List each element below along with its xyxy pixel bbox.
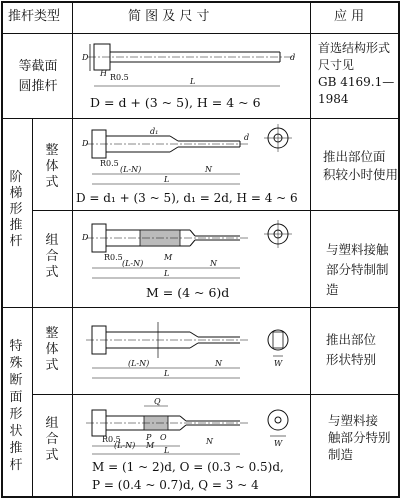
- header-diagram: 简 图 及 尺 寸: [128, 9, 210, 24]
- label-L: L: [164, 175, 170, 184]
- label-D: D: [82, 53, 89, 62]
- label-LN: (L-N): [114, 441, 136, 450]
- label-d1: d₁: [150, 127, 159, 136]
- row-sep-4: [32, 394, 399, 395]
- label-d: d: [290, 53, 296, 62]
- application-row3: 与塑料接触 部分特制制造: [326, 242, 389, 297]
- label-L: L: [164, 446, 170, 455]
- diagram-equal-pusher: [80, 36, 310, 96]
- sub-sep-a: [32, 118, 33, 307]
- header-type: 推杆类型: [8, 9, 61, 24]
- col-sep-1: [72, 1, 73, 497]
- label-R: R0.5: [110, 73, 129, 82]
- label-N: N: [205, 165, 212, 174]
- label-L: L: [190, 77, 196, 86]
- type-label-equal: 等截面 圆推杆: [18, 59, 58, 94]
- group-stepped: 阶 梯 形 推 杆: [9, 170, 23, 249]
- sub-sep-b: [32, 307, 33, 497]
- label-O: O: [160, 433, 167, 442]
- application-row1: 首选结构形式 尺寸见 GB 4169.1— 1984: [318, 41, 395, 106]
- sub-combined-1: 组 合 式: [45, 233, 59, 280]
- label-LN: (L-N): [120, 165, 142, 174]
- label-LN: (L-N): [128, 359, 150, 368]
- row-sep-2: [32, 210, 399, 211]
- label-M: M: [146, 441, 155, 450]
- label-R: R0.5: [100, 159, 119, 168]
- sub-integral-2: 整 体 式: [45, 326, 59, 373]
- row-sep-header: [1, 33, 399, 34]
- sub-integral-1: 整 体 式: [45, 143, 59, 190]
- diagram-stepped-combined: [80, 214, 310, 284]
- label-R: R0.5: [104, 253, 123, 262]
- diagram-special-combined: [80, 396, 310, 458]
- diagram-stepped-integral: [80, 122, 310, 190]
- label-N: N: [206, 437, 213, 446]
- border-left: [1, 1, 3, 498]
- diagram-special-integral: [80, 312, 310, 390]
- label-P: P: [146, 433, 152, 442]
- label-N: N: [215, 359, 222, 368]
- row-sep-3: [1, 307, 399, 308]
- label-W: W: [274, 439, 283, 448]
- row-sep-1: [1, 118, 399, 119]
- formula-row1: D = d + (3 ~ 5), H = 4 ~ 6: [90, 95, 261, 110]
- formula-row3: M = (4 ~ 6)d: [146, 285, 230, 300]
- label-R: R0.5: [102, 435, 121, 444]
- label-D: D: [82, 139, 89, 148]
- border-bottom: [1, 496, 399, 498]
- label-Q: Q: [154, 397, 161, 406]
- label-W: W: [274, 359, 283, 368]
- group-special: 特 殊 断 面 形 状 推 杆: [9, 339, 23, 473]
- label-H: H: [100, 69, 107, 78]
- sub-combined-2: 组 合 式: [45, 416, 59, 463]
- application-row5: 与塑料接 触部分特别 制造: [328, 413, 391, 462]
- formula-row2: D = d₁ + (3 ~ 5), d₁ = 2d, H = 4 ~ 6: [76, 191, 298, 205]
- label-L: L: [164, 369, 170, 378]
- label-d: d: [244, 133, 250, 142]
- label-LN: (L-N): [122, 259, 144, 268]
- formula-row5: M = (1 ~ 2)d, O = (0.3 ~ 0.5)d, P = (0.4 ~ 0.7)d, Q = 3 ~ 4: [92, 460, 284, 492]
- label-M: M: [164, 253, 173, 262]
- label-L: L: [164, 269, 170, 278]
- application-row2: 推出部位面 积较小时使用: [323, 149, 399, 182]
- header-application: 应 用: [334, 9, 365, 24]
- label-D: D: [82, 233, 89, 242]
- border-top: [1, 1, 399, 3]
- application-row4: 推出部位 形状特别: [326, 332, 377, 367]
- col-sep-2: [310, 1, 311, 497]
- label-N: N: [210, 259, 217, 268]
